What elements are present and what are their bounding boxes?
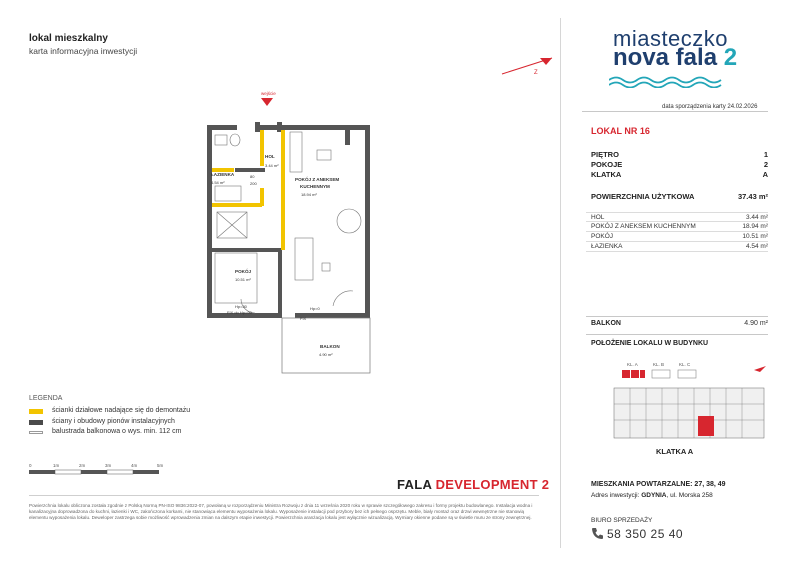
legend-title: LEGENDA	[29, 395, 63, 402]
plan-salon-label-2: KUCHENNYM	[300, 184, 330, 189]
room-area: 18.94 m²	[742, 223, 768, 230]
plan-hol-area: 3.44 m²	[265, 163, 279, 168]
address-prefix: Adres inwestycji:	[591, 492, 642, 499]
plan-walls	[207, 122, 370, 318]
legend-item-walls: ściany i obudowy pionów instalacyjnych	[52, 418, 175, 425]
plan-hp30-label: Hp=30	[235, 304, 247, 309]
disclaimer-text: Powierzchnia lokalu obliczona została zgodnie z Polską Normą PN-ISO 9836:2022-07, powołaną w rozporządzeniu Ministra Rozwoju z dnia 11 września 2020 roku w sprawie szczegółowego zakresu i formy projektu budowlanego. Instalacja wodna i kanalizacyjna doprowadzona do kuchni, łazienki i WC, zakończona korkami, nie stanowiąca elementu wyposażenia lokalu. Wyposażenie instalacji pod przybory bez ich pełnego osprzętu. Meble, biały montaż oraz drzwi wewnętrzne nie stanowią elementu wyposażenia lokalu. Deweloper zastrzega sobie możliwość wprowadzenia zmian na dalszym etapie inwestycji. Powierzchnia aranżacja lokalu jest wyłącznie wizualizacją. Wymiary okienne podane są w świetle muru ze strony zewnętrznej.	[29, 503, 533, 521]
room-name: POKÓJ Z ANEKSEM KUCHENNYM	[591, 223, 696, 230]
plan-fix2-label: FIX do Hp=90	[227, 310, 252, 315]
lokal-number: LOKAL NR 16	[591, 126, 650, 136]
info-value-klatka: A	[762, 170, 768, 179]
room-row	[586, 222, 768, 232]
rooms-table	[586, 212, 768, 252]
plan-pokoj-label: POKÓJ	[235, 269, 252, 274]
scale-label-1: 1m	[53, 463, 60, 468]
scale-label-5: 5m	[157, 463, 164, 468]
area-label: POWIERZCHNIA UŻYTKOWA	[591, 192, 695, 201]
location-divider	[586, 334, 768, 335]
klatka-label-c: KL. C	[679, 362, 691, 367]
north-arrow-icon	[500, 52, 560, 82]
balcony-value: 4.90 m²	[744, 320, 768, 327]
scale-bar	[29, 462, 169, 482]
date-divider	[582, 111, 768, 112]
room-area: 4.54 m²	[745, 243, 768, 250]
klatka-caption: KLATKA A	[656, 447, 694, 456]
legend-swatch-removable	[29, 409, 43, 414]
plan-removable-walls	[212, 130, 285, 250]
date-label: data sporządzenia karty 24.02.2026	[662, 104, 758, 110]
plan-hol-label: HOL	[265, 154, 275, 159]
klatka-label-b: KL. B	[653, 362, 665, 367]
plan-lazienka-label: ŁAZIENKA	[211, 172, 235, 177]
brand-accent: DEVELOPMENT 2	[435, 477, 550, 492]
plan-fixtures	[215, 132, 361, 313]
svg-text:Z: Z	[534, 70, 538, 76]
phone-number[interactable]: 58 350 25 40	[607, 527, 684, 541]
logo-number: 2	[723, 44, 738, 71]
plan-hp0-label: Hp=0	[310, 306, 320, 311]
info-value-pietro: 1	[763, 150, 768, 159]
mini-north-arrow-icon	[754, 366, 766, 372]
logo-main: nova fala	[613, 44, 724, 71]
floor-plan	[195, 88, 385, 378]
scale-label-3: 3m	[105, 463, 112, 468]
document-subtitle: karta informacyjna inwestycji	[29, 46, 138, 56]
plan-entry-label: wejście	[261, 91, 276, 96]
scale-label-4: 4m	[131, 463, 138, 468]
legend-swatch-railing	[29, 431, 43, 434]
room-row	[586, 242, 768, 252]
area-value: 37.43 m²	[737, 192, 768, 201]
panel-divider	[560, 18, 561, 548]
room-name: ŁAZIENKA	[591, 243, 623, 250]
address-street: , ul. Morska 258	[666, 492, 713, 499]
info-value-pokoje: 2	[763, 160, 768, 169]
klatka-label-a: KL. A	[627, 362, 638, 367]
scale-label-0: 0	[29, 463, 32, 468]
logo-line-1: miasteczko	[613, 26, 729, 51]
building-location-map	[610, 358, 770, 448]
plan-salon-area: 18.94 m²	[301, 192, 317, 197]
plan-dim-80: 80	[250, 174, 255, 179]
plan-balkon-label: BALKON	[320, 344, 340, 349]
legend-item-removable: ścianki działowe nadające się do demontażu	[52, 407, 191, 414]
room-name: HOL	[591, 214, 605, 221]
location-label: POŁOŻENIE LOKALU W BUDYNKU	[591, 340, 709, 347]
plan-fix-label: FIX	[300, 316, 307, 321]
scale-label-2: 2m	[79, 463, 86, 468]
legend-item-railing: balustrada balkonowa o wys. min. 112 cm	[52, 428, 182, 435]
logo-waves-icon	[609, 76, 729, 88]
repeated-flats: MIESZKANIA POWTARZALNE: 27, 38, 49	[591, 481, 726, 488]
plan-balkon-area: 4.90 m²	[319, 352, 333, 357]
info-label-pokoje: POKOJE	[591, 160, 623, 169]
address-city: GDYNIA	[641, 492, 667, 499]
brand-main: FALA	[397, 477, 436, 492]
plan-lazienka-area: 4.54 m²	[211, 180, 225, 185]
room-area: 3.44 m²	[745, 214, 768, 221]
room-row	[586, 212, 768, 222]
balcony-label: BALKON	[591, 320, 621, 327]
investment-address	[591, 492, 713, 499]
plan-salon-label-1: POKÓJ Z ANEKSEM	[295, 177, 340, 182]
footer-divider	[29, 495, 539, 496]
logo-line-2	[613, 44, 737, 72]
phone-icon	[591, 527, 603, 540]
sales-office-label: BIURO SPRZEDAŻY	[591, 517, 653, 524]
room-row	[586, 232, 768, 242]
info-label-klatka: KLATKA	[591, 170, 622, 179]
info-label-pietro: PIĘTRO	[591, 150, 619, 159]
plan-dim-200: 200	[250, 181, 257, 186]
room-name: POKÓJ	[591, 233, 614, 240]
document-title: lokal mieszkalny	[29, 33, 108, 44]
developer-brand	[397, 477, 549, 492]
balcony-divider	[586, 316, 768, 317]
plan-pokoj-area: 10.51 m²	[235, 277, 251, 282]
room-area: 10.51 m²	[742, 233, 768, 240]
entry-arrow-icon	[261, 98, 273, 106]
legend-swatch-walls	[29, 420, 43, 425]
